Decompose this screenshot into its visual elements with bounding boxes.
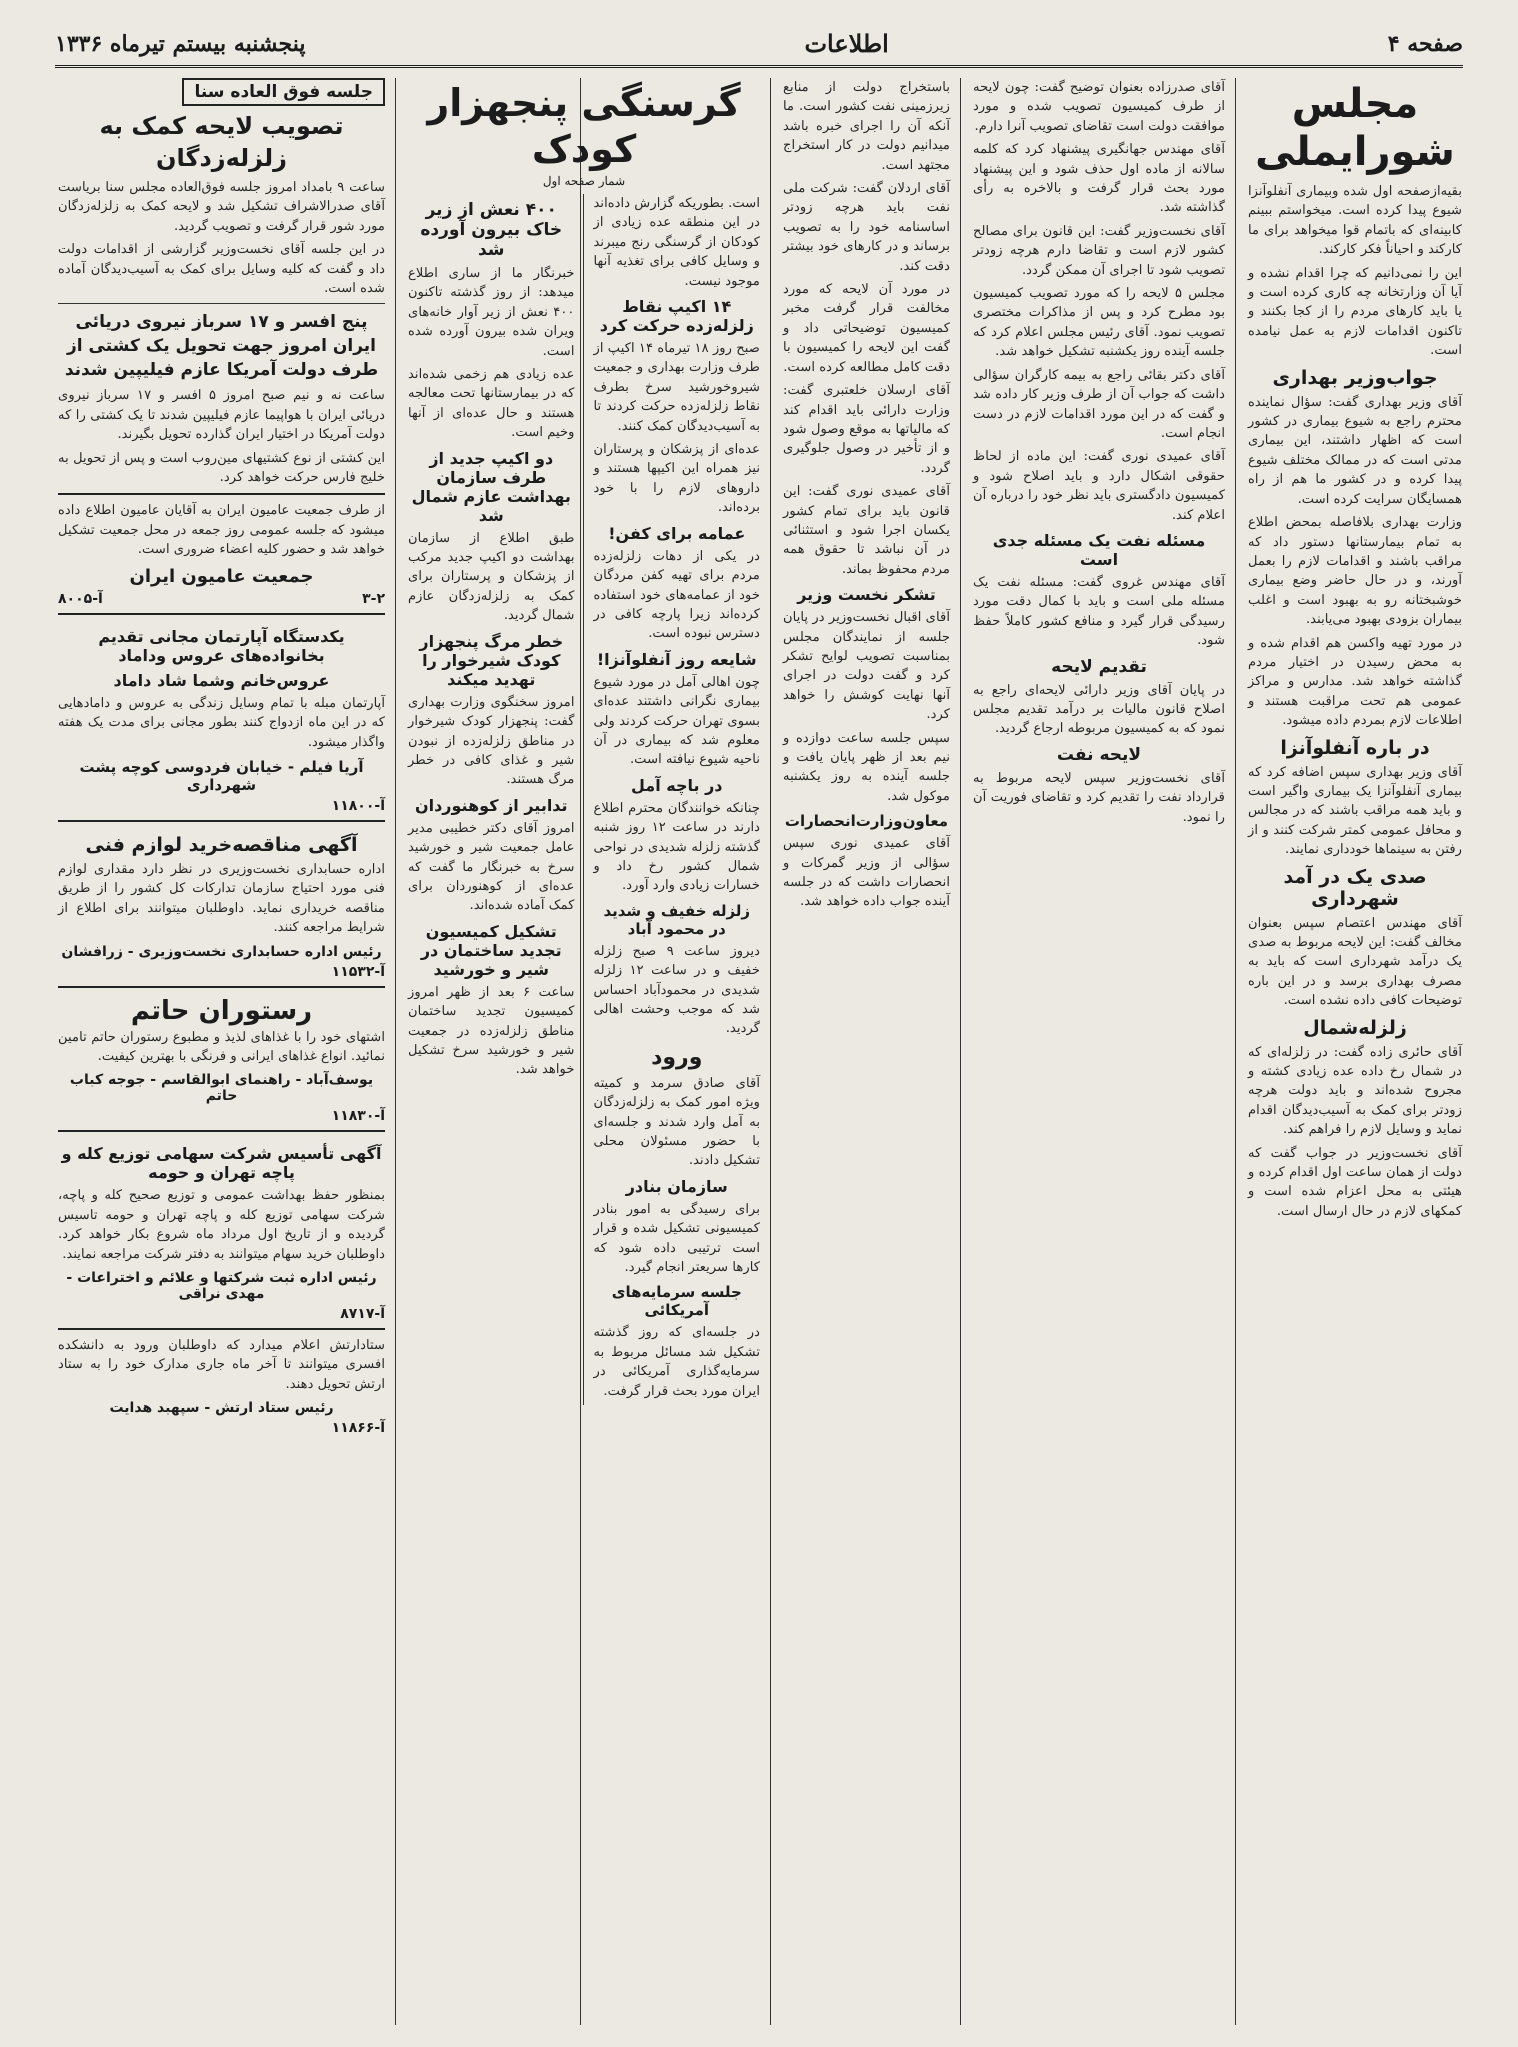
subcolumn-left — [408, 194, 584, 1405]
ad-signature: جمعیت عامیون ایران — [129, 565, 314, 587]
masthead — [55, 22, 1463, 68]
subheading: مسئله نفت یک مسئله جدی است — [992, 530, 1206, 569]
subheading: خطر مرگ پنجهزار کودک شیرخوار را تهدید میکند — [419, 631, 564, 689]
article-paragraph: چون اهالی آمل در مورد شیوع بیماری نگرانی داشتند عده‌ای بسوی تهران حرکت کردند ولی معلوم شد که بیماری در آن ناحیه شیوع نیافته است. — [593, 674, 760, 768]
subheading: لایحه نفت — [1056, 744, 1142, 765]
ad-text: از طرف جمعیت عامیون ایران به آقایان عامیون اطلاع داده میشود که جلسه عمومی روز جمعه در محل جمعیت تشکیل خواهد شد و حضور کلیه اعضاء ضروری است. — [58, 503, 385, 558]
ad-ref: آ-۱۱۸۶۶ — [331, 1420, 385, 1437]
article-paragraph: آقای حائری زاده گفت: در زلزله‌ای که در شمال رخ داده عده زیادی کشته و مجروح شده‌اند و باید دولت هرچه زودتر برای کمک به آسیب‌دیدگان اقدام نماید و وسایل لازم را فراهم کند. — [1248, 1044, 1462, 1138]
ad-ref: آ-۱۱۸۳۰ — [331, 1108, 385, 1125]
article-paragraph: آقای عمیدی نوری سپس سؤالی از وزیر گمرکات و انحصارات داشت که در جلسه آینده جواب داده خواهد شد. — [783, 836, 950, 910]
ad-headline: آگهی تأسیس شرکت سهامی توزیع کله و پاچه تهران و حومه — [61, 1144, 382, 1183]
article-paragraph: چنانکه خوانندگان محترم اطلاع دارند در ساعت ۱۲ روز شنبه گذشته زلزله شدیدی در نواحی شمال کشور رخ داد و خسارات زیادی وارد آورد. — [593, 800, 760, 894]
ad-footer — [58, 1108, 385, 1124]
senate-tag: جلسه فوق العاده سنا — [182, 78, 385, 106]
ad-footer — [58, 964, 385, 980]
ad-signature: آریا فیلم - خیابان فردوسی کوچه پشت شهرداری — [79, 757, 364, 794]
subcolumn-right — [594, 194, 761, 1405]
article-paragraph: در مورد تهیه واکسن هم اقدام شده و به محض رسیدن در اختیار مردم گذاشته خواهد شد. مدارس و مراکز عمومی هم تحت مراقبت هستند و اطلاعات لازم بمردم داده میشود. — [1248, 635, 1462, 729]
article-paragraph: امروز سخنگوی وزارت بهداری گفت: پنجهزار کودک شیرخوار در مناطق زلزله‌زده از نبودن شیر و غذای کافی در خطر مرگ هستند. — [408, 694, 575, 788]
article-paragraph: صبح روز ۱۸ تیرماه ۱۴ اکیپ از طرف وزارت بهداری و جمعیت شیروخورشید سرخ بطرف نقاط زلزله‌زده حرکت کردند تا به آسیب‌دیدگان کمک کنند. — [593, 341, 760, 434]
subheading: ۴۰۰ نعش از زیر خاک بیرون آورده شد — [420, 200, 563, 260]
article-paragraph: این را نمی‌دانیم که چرا اقدام نشده و آیا آن وزارتخانه چه کاری کرده است و یا باید کارهای مردم را از کجا بکنند و تاکنون اقدامات لازم به عمل نیامده است. — [1248, 265, 1462, 359]
ad-text: اشتهای خود را با غذاهای لذیذ و مطبوع رستوران حاتم تامین نمائید. انواع غذاهای ایرانی و فرنگی با بهترین کیفیت. — [58, 1029, 385, 1064]
article-paragraph: آقای نخست‌وزیر در جواب گفت که دولت از همان ساعت اول اقدام کرده و هیئتی به محل اعزام شده است و کمکهای لازم در حال ارسال است. — [1248, 1145, 1462, 1219]
article-paragraph: است. بطوریکه گزارش داده‌اند در این منطقه عده زیادی از کودکان از گرسنگی رنج میبرند و وسایل کافی برای تغذیه آنها موجود نیست. — [593, 196, 760, 289]
article-paragraph: آقای مهندس اعتصام سپس بعنوان مخالف گفت: این لایحه مربوط به صدی یک درآمد شهرداری است که باید به مصرف بهداری برسد و در این باره توضیحات کافی داده نشده است. — [1248, 915, 1462, 1009]
article-paragraph: ساعت نه و نیم صبح امروز ۵ افسر و ۱۷ سرباز نیروی دریائی ایران با هواپیما عازم فیلیپین شدند تا یک کشتی را که دولت آمریکا در اختیار ایران گذارده تحویل بگیرند. — [58, 388, 385, 443]
subheading: در باره آنفلوآنزا — [1280, 736, 1430, 759]
ad-signature: رئیس اداره حسابداری نخست‌وزیری - زرافشان — [61, 943, 382, 960]
article-paragraph: ساعت ۹ بامداد امروز جلسه فوق‌العاده مجلس سنا بریاست آقای صدرالاشراف تشکیل شد و لایحه کمک به زلزله‌زدگان مورد شور قرار گرفت و تصویب گردید. — [58, 180, 386, 234]
headline-majlis: مجلس شورایملی — [1255, 81, 1455, 175]
subheading: عمامه برای کفن! — [608, 523, 746, 543]
article-paragraph: آقای عمیدی نوری گفت: این قانون باید برای تمام کشور یکسان اجرا شود و استثنائی در آن نباشد تا حقوق همه مردم محفوظ بماند. — [783, 484, 950, 577]
ad-headline: رستوران حاتم — [130, 995, 313, 1026]
article-paragraph: در مورد آن لایحه که مورد مخالفت قرار گرفت مخبر کمیسیون توضیحاتی داد و گفت این لایحه را کمیسیون با دقت کامل مطالعه کرده است. — [783, 282, 950, 375]
article-paragraph: آقای عمیدی نوری گفت: این ماده از لحاظ حقوقی اشکال دارد و باید اصلاح شود و کمیسیون دادگستری باید نظر خود را درباره آن اعلام کند. — [973, 449, 1225, 523]
subheading: سازمان بنادر — [625, 1176, 728, 1196]
article-paragraph: در یکی از دهات زلزله‌زده مردم برای تهیه کفن مردگان خود از عمامه‌های خود استفاده کرده‌اند زیرا پارچه کافی در دسترس نبوده است. — [593, 548, 760, 642]
article-paragraph: آقای صدرزاده بعنوان توضیح گفت: چون لایحه از طرف کمیسیون تصویب شده و مورد موافقت دولت است تقاضای تصویب آنرا دارم. — [973, 80, 1225, 134]
subheading: زلزله خفیف و شدید در محمود آباد — [603, 901, 751, 938]
ad-signature: رئیس اداره ثبت شرکتها و علائم و اختراعات - مهدی نراقی — [66, 1269, 377, 1302]
article-paragraph: آقای مهندس غروی گفت: مسئله نفت یک مسئله ملی است و باید با کمال دقت مورد رسیدگی قرار گیرد و منافع کشور کاملاً حفظ شود. — [973, 574, 1225, 649]
subheading: زلزله‌شمال — [1303, 1016, 1407, 1039]
byline: شمار صفحه اول — [542, 174, 626, 188]
ad-republicans — [58, 493, 385, 606]
article-paragraph: آقای نخست‌وزیر سپس لایحه مربوط به قرارداد نفت را تقدیم کرد و تقاضای فوریت آن را نمود. — [973, 770, 1225, 825]
ad-ref: آ-۸۷۱۷ — [340, 1305, 385, 1322]
ad-footer — [58, 798, 385, 814]
article-paragraph: عده زیادی هم زخمی شده‌اند که در بیمارستانها تحت معالجه هستند و حال عده‌ای از آنها وخیم است. — [408, 367, 575, 441]
subheading: جلسه سرمایه‌های آمریکائی — [611, 1283, 742, 1320]
column-parliament — [1240, 78, 1470, 2025]
subheading: ورود — [651, 1044, 703, 1070]
ad-text: بمنظور حفظ بهداشت عمومی و توزیع صحیح کله و پاچه، شرکت سهامی توزیع کله و پاچه تهران و حومه تاسیس گردیده و از تاریخ اول مرداد ماه شروع بکار خواهد کرد. داوطلبان خرید سهام میتوانند به دفتر شرکت مراجعه نمایند. — [58, 1188, 385, 1262]
article-paragraph: مجلس ۵ لایحه را که مورد تصویب کمیسیون بود مطرح کرد و پس از مذاکرات مختصری تصویب نمود. آقای رئیس مجلس اعلام کرد که جلسه آینده روز یکشنبه تشکیل خواهد شد. — [973, 286, 1225, 360]
subheading: صدی یک در آمد شهرداری — [1283, 865, 1427, 910]
ad-company — [58, 1130, 385, 1322]
column-parliament-continued — [965, 78, 1233, 2025]
article-paragraph: وزارت بهداری بلافاصله بمحض اطلاع به تمام بیمارستانها دستور داد که مراقب باشند و اقدامات لازم را بعمل آورند، و در حال حاضر وضع بیماری خوشبختانه رو به بهبود است و اغلب بیماران بزودی بهبود می‌یابند. — [1248, 515, 1462, 628]
article-paragraph: آقای نخست‌وزیر گفت: این قانون برای مصالح کشور لازم است و تقاضا دارم هرچه زودتر تصویب شود تا اجرای آن ممکن گردد. — [973, 223, 1225, 278]
ad-ref: آ-۱۱۵۳۲ — [331, 963, 385, 980]
headline-hunger: گرسنگی پنجهزار کودک — [427, 81, 741, 171]
article-paragraph: باستخراج دولت از منابع زیرزمینی نفت کشور است. ما آنکه آن را اجرای خبره باشد میدانیم دولت در کار استخراج مجتهد است. — [783, 80, 950, 173]
article-paragraph: در این جلسه آقای نخست‌وزیر گزارشی از اقدامات دولت داد و گفت که کلیه وسایل برای کمک به آسیب‌دیدگان آماده شده است. — [58, 242, 385, 297]
subheading: تشکیل کمیسیون تجدید ساختمان در شیر و خورشید — [420, 921, 562, 979]
two-column-body — [408, 194, 760, 1405]
ad-signature: یوسف‌آباد - راهنمای ابوالقاسم - جوجه کباب حاتم — [69, 1072, 374, 1105]
subheading: در باچه آمل — [631, 775, 723, 795]
ad-ref: آ-۸۰۰۵ — [58, 590, 103, 607]
headline-navy: پنج افسر و ۱۷ سرباز نیروی دریائی ایران امروز جهت تحویل یک کشتی از طرف دولت آمریکا عازم فیلیپین شدند — [64, 312, 379, 381]
article-paragraph: عده‌ای از پزشکان و پرستاران نیز همراه این اکیپها هستند و داروهای لازم را با خود برده‌اند. — [593, 442, 760, 516]
subheading: تقدیم لایحه — [1051, 656, 1147, 677]
article-paragraph: آقای اقبال نخست‌وزیر در پایان جلسه از نمایندگان مجلس بمناسبت تصویب لوایح تشکر کرد و گفت دولت در اجرای آنها نهایت کوشش را خواهد کرد. — [783, 610, 950, 723]
ad-headline: آگهی مناقصه‌خرید لوازم فنی — [85, 833, 358, 856]
article-paragraph: امروز آقای دکتر خطیبی مدیر عامل جمعیت شیر و خورشید سرخ به خبرنگار ما گفت که عده‌ای از کوهنوردان برای کمک آماده شده‌اند. — [408, 820, 575, 914]
article-paragraph: آقای اردلان گفت: شرکت ملی نفت باید هرچه زودتر اساسنامه خود را به تصویب برساند و در کارهای خود بیشتر دقت کند. — [783, 181, 950, 274]
ad-signature: رئیس ستاد ارتش - سپهبد هدایت — [109, 1400, 334, 1417]
subheading: ۱۴ اکیپ نقاط زلزله‌زده حرکت کرد — [599, 297, 754, 336]
ad-code: ۳-۲ — [362, 590, 385, 607]
headline-senate: تصویب لایحه کمک به زلزله‌زدگان — [99, 112, 344, 172]
subheading: دو اکیپ جدید از طرف سازمان بهداشت عازم شمال شد — [411, 448, 571, 525]
ad-text: آپارتمان مبله با تمام وسایل زندگی به عروس و دامادهایی که در این ماه ازدواج کنند بطور مجانی برای مدت یک هفته واگذار میشود. — [58, 695, 385, 750]
article-paragraph: در پایان آقای وزیر دارائی لایحه‌ای راجع به اصلاح قانون مالیات بر درآمد تقدیم مجلس نمود که به کمیسیون مربوطه ارجاع گردید. — [973, 682, 1225, 737]
divider — [58, 303, 385, 304]
ad-text: اداره حسابداری نخست‌وزیری در نظر دارد مقداری لوازم فنی مورد احتیاج سازمان تدارکات کل کشور را از طریق مناقصه خریداری نماید. داوطلبان میتوانند برای اطلاع از شرایط مراجعه کنند. — [58, 861, 385, 936]
article-paragraph: سپس جلسه ساعت دوازده و نیم بعد از ظهر پایان یافت و جلسه آینده به روز یکشنبه موکول شد. — [783, 730, 950, 804]
article-paragraph: آقای دکتر بقائی راجع به بیمه کارگران سؤالی داشت که جواب آن از طرف وزیر کار داده شد و گفت که در این مورد اقدامات لازم در دست انجام است. — [973, 367, 1225, 441]
ad-apartment — [58, 613, 385, 814]
article-paragraph: خبرنگار ما از ساری اطلاع میدهد: از روز گذشته تاکنون ۴۰۰ نعش از زیر آوار خانه‌های ویران شده بیرون آورده شده است. — [408, 266, 575, 359]
column-earthquake — [400, 78, 768, 2025]
subheading: معاون‌وزارت‌انحصارات — [784, 812, 949, 831]
article-paragraph: طبق اطلاع از سازمان بهداشت دو اکیپ جدید مرکب از پزشکان و پرستاران برای کمک به زلزله‌زدگان عازم شمال گردید. — [408, 530, 575, 624]
article-paragraph: دیروز ساعت ۹ صبح زلزله خفیف و در ساعت ۱۲ زلزله شدیدی در محمودآباد احساس شد که موجب وحشت اهالی گردید. — [593, 943, 760, 1037]
paper-name: اطلاعات — [804, 29, 889, 58]
ad-restaurant — [58, 986, 385, 1125]
column-rule — [960, 78, 961, 2025]
column-rule — [395, 78, 396, 2025]
ad-text: ستادارتش اعلام میدارد که داوطلبان ورود به دانشکده افسری میتوانند تا آخر ماه جاری مدارک خود را به ستاد ارتش تحویل دهند. — [58, 1337, 385, 1392]
subheading: تشکر نخست وزیر — [797, 585, 936, 605]
ad-headline: یکدستگاه آپارتمان مجانی تقدیم بخانواده‌های عروس وداماد — [98, 626, 345, 665]
ad-footer — [58, 591, 385, 607]
issue-date: پنجشنبه بیستم تیرماه ۱۳۳۶ — [55, 30, 306, 57]
article-paragraph: در جلسه‌ای که روز گذشته تشکیل شد مسائل مربوط به سرمایه‌گذاری آمریکائی در ایران مورد بحث قرار گرفت. — [593, 1325, 760, 1399]
subheading: تدابیر از کوهنوردان — [414, 795, 568, 815]
article-paragraph: آقای صادق سرمد و کمیته ویژه امور کمک به زلزله‌زدگان به آمل وارد شدند و جلسه‌ای با حضور مسئولان محلی تشکیل دادند. — [593, 1075, 760, 1169]
ad-subheadline: عروس‌خانم وشما شاد داماد — [113, 670, 330, 690]
subheading: شایعه روز آنفلوآنزا! — [596, 649, 757, 669]
ad-ref: آ-۱۱۸۰۰ — [331, 797, 385, 814]
ad-footer — [58, 1420, 385, 1436]
ad-footer — [58, 1306, 385, 1322]
article-paragraph: ساعت ۶ بعد از ظهر امروز کمیسیون تجدید ساختمان مناطق زلزله‌زده در جمعیت شیر و خورشید سرخ تشکیل خواهد شد. — [408, 984, 575, 1078]
column-rule — [1235, 78, 1236, 2025]
column-senate-ads — [50, 78, 393, 2025]
ad-tender — [58, 820, 385, 980]
column-oil — [775, 78, 958, 2025]
article-paragraph: بقیه‌ازصفحه اول شده وبیماری آنفلوآنزا شیوع پیدا کرده است. میخواستم ببینم کابینه‌ای که باتمام قوا میخواهد برای ما کارکند و احیاناً فکر کارکند. — [1248, 184, 1462, 258]
page-number: صفحه ۴ — [1387, 30, 1463, 57]
article-paragraph: آقای ارسلان خلعتبری گفت: وزارت دارائی باید اقدام کند که مالیاتها به موقع وصول شود و از تأخیر در وصول جلوگیری گردد. — [783, 383, 950, 476]
article-paragraph: آقای وزیر بهداری سپس اضافه کرد که بیماری آنفلوآنزا یک بیماری واگیر است و باید همه مراقب باشند که در مجالس و محافل عمومی کمتر شرکت کنند و از رفتن به سینماها خودداری نمایند. — [1248, 764, 1462, 858]
article-paragraph: این کشتی از نوع کشتیهای مین‌روب است و پس از تحویل به خلیج فارس حرکت خواهد کرد. — [58, 450, 385, 486]
article-paragraph: آقای وزیر بهداری گفت: سؤال نماینده محترم راجع به شیوع بیماری در کشور است که اظهار داشتند، این بیماری مدتی است که در ممالک مختلف شیوع پیدا کرده و در کشور ما هم از راه همسایگان سرایت کرده است. — [1248, 394, 1462, 507]
column-rule — [770, 78, 771, 2025]
ad-army — [58, 1328, 385, 1436]
subheading: جواب‌وزیر بهداری — [1272, 366, 1438, 389]
article-paragraph: برای رسیدگی به امور بنادر کمیسیونی تشکیل شده و قرار است ترتیبی داده شود که کارها سریعتر انجام گیرد. — [593, 1201, 760, 1276]
article-paragraph: آقای مهندس جهانگیری پیشنهاد کرد که کلمه سالانه از ماده اول حذف شود و این پیشنهاد مورد بحث قرار گرفت و بالاخره به رأی گذاشته شد. — [973, 142, 1225, 216]
